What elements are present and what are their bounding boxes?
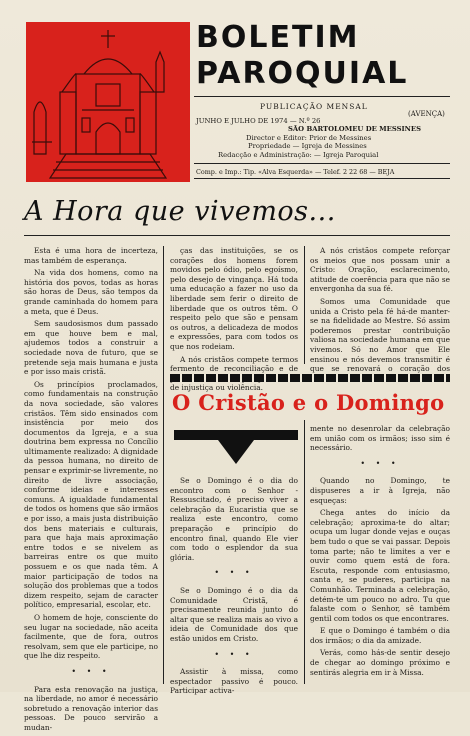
masthead-rule-2	[194, 163, 450, 164]
separator: • • •	[360, 458, 400, 468]
paragraph: Se o Domingo é o dia do encontro com o Senhor - Ressuscitado, é preciso viver a celebração da Eucaristia que se realiza este encontro, como preparação e princípio do encontro final, quando Ele vier com todo o esplendor da sua glória.	[170, 476, 298, 562]
paragraph: A nós cristãos compete reforçar os meios que nos possam unir a Cristo: Oração, esclarecimento, atitude de coerência para que não se envergonha da sua fé.	[310, 246, 450, 294]
director-line: Director e Editor: Prior de Messines	[246, 134, 372, 142]
paragraph: Somos uma Comunidade que unida a Cristo pela fé há-de manter-se na fidelidade ao Mestre. Só assim poderemos prestar contribuição valiosa na sociedade humana em que vivemos. Só no Amor que Ele ensinou e nós devemos transmitir é que se renovará o coração dos	[310, 296, 450, 374]
church-illustration	[26, 22, 190, 182]
paragraph: Assistir à missa, como espectador passivo é pouco. Participar activa-	[170, 667, 298, 696]
masthead-rule-3	[194, 178, 450, 179]
masthead-title-line2: PAROQUIAL	[196, 56, 409, 91]
paragraph: Sem saudosismos dum passado em que houve bem e mal, ajudemos todos a construir a sociedade nova de futuro, que se pretende seja mais humana e justa e por isso mais cristã.	[24, 319, 158, 377]
paragraph: Verás, como hás-de sentir desejo de chegar ao domingo próximo e sentirás alegria em ir à Missa.	[310, 648, 450, 677]
article-column-3-lower	[310, 424, 450, 680]
article-headline: A Hora que vivemos...	[24, 196, 336, 227]
column-divider	[304, 420, 305, 684]
decorative-bar	[170, 374, 450, 382]
masthead-rule	[194, 96, 450, 97]
section-headline: O Cristão e o Domingo	[172, 390, 445, 415]
headline-rule	[24, 235, 450, 236]
separator: • • •	[214, 568, 254, 578]
paragraph: Chega antes do início da celebração; aproxima-te do altar; ocupa um lugar donde vejas e ouças bem tudo o que se vai passar. Depois toma parte; não te limites a ver e ouvir como quem está de fora. Escuta, responde com entusiasmo, canta e, se puderes, participa na Comunhão. Terminada a celebração, detém-te um pouco no adro. Tu que falaste com o Senhor, sê também gentil com todos os que encontrares.	[310, 508, 450, 623]
publication-frequency: PUBLICAÇÃO MENSAL	[260, 102, 368, 111]
paragraph: Esta é uma hora de incerteza, mas também de esperança.	[24, 246, 158, 265]
paragraph: Quando no Domingo, te dispuseres a ir à Igreja, não esqueças:	[310, 476, 450, 505]
paragraph: Os princípios proclamados, como fundamentais na construção da nova sociedade, são valores cristãos. Têm sido ensinados com insistência por meio dos documentos da Igreja, e a sua doutrina bem expressa no Concílio ultimamente realizado: A dignidade da pessoa humana, no direito de pensar e exprimir-se livremente, no direito de livre associação, conforme ideias e interesses comuns. A igualdade fundamental de todos os homens que são irmãos e por isso, a mais justa distribuição dos bens materiais e culturais, para que haja mais aproximação entre todos e se nivelem as barreiras entre os que muito possuem e os que nada têm. A maior participação de todos na solução dos problemas que a todos dizem respeito, sejam de caracter político, empresarial, escolar, etc.	[24, 379, 158, 610]
column-divider	[304, 246, 305, 364]
parish-name: SÃO BARTOLOMEU DE MESSINES	[288, 125, 421, 133]
avenca-label: (AVENÇA)	[408, 110, 445, 118]
church-drawing-icon	[26, 22, 190, 182]
article-column-2-lower	[170, 476, 298, 699]
paragraph: Se o Domingo é o dia da Comunidade Cristã, é precisamente reunida junto do altar que se realiza mais ao vivo a ideia de Comunidade dos que estão unidos em Cristo.	[170, 585, 298, 643]
masthead-title-line1: BOLETIM	[196, 20, 360, 55]
arrow-down-icon	[172, 426, 300, 466]
paragraph: ças das instituições, se os corações dos homens forem movidos pelo ódio, pelo egoísmo, pelo desejo de vingança. Há toda uma educação a fazer no uso da liberdade sem ferir o direito de liberdade que os outros têm. O respeito pelo que são e pensam os outros, a delicadeza de modos e expressões, para com todos os que nos rodeiam.	[170, 246, 298, 351]
separator: • • •	[71, 666, 111, 676]
paragraph: A nós cristãos compete termos fermento de reconciliação e de de injustiça ou violência.	[170, 354, 298, 393]
owner-line: Propriedade — Igreja de Messines	[248, 142, 367, 150]
paragraph: E que o Domingo é também o dia dos irmãos; o dia da amizade.	[310, 626, 450, 645]
printing-line: Comp. e Imp.: Tip. «Alva Esquerda» — Telef. 2 22 68 — BEJA	[196, 168, 395, 176]
issue-date: JUNHO E JULHO DE 1974 — N.º 26	[196, 117, 321, 125]
paragraph: Na vida dos homens, como na história dos povos, todas as horas são horas de Deus, são tempos da grande caminhada do homem para a meta, que é Deus.	[24, 268, 158, 316]
paragraph: mente no desenrolar da celebração em união com os irmãos; isso sim é necessário.	[310, 424, 450, 453]
column-divider	[163, 246, 164, 684]
redaction-line: Redacção e Administração: — Igreja Paroquial	[218, 151, 379, 159]
article-column-3	[310, 246, 450, 386]
separator: • • •	[214, 649, 254, 659]
paragraph: O homem de hoje, consciente do seu lugar na sociedade, não aceita facilmente, que de fora, outros resolvam, sem que ele participe, no que lhe diz respeito.	[24, 612, 158, 661]
paragraph: Para esta renovação na justiça, na liberdade, no amor é necessário sobretudo a renovação interior das pessoas. De pouco servirão a mudan-	[24, 684, 158, 732]
article-column-1	[24, 246, 158, 736]
